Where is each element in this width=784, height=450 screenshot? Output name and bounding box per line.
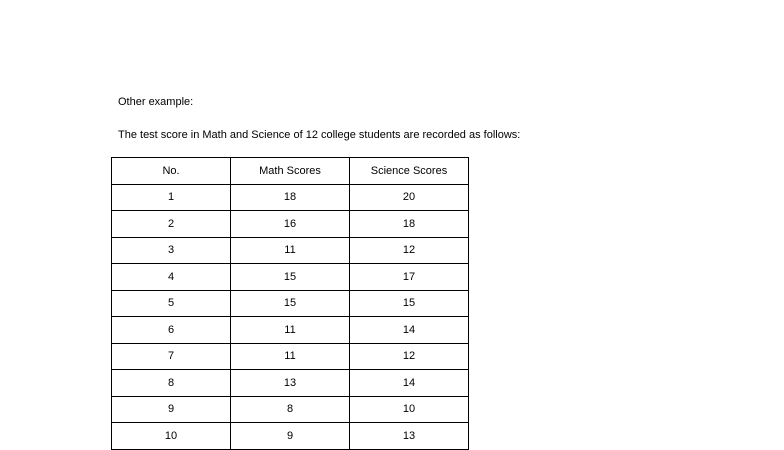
description-text: The test score in Math and Science of 12 college students are recorded as follows: [118,129,521,141]
cell-math-score: 16 [231,211,350,238]
cell-no: 8 [112,370,231,397]
intro-text: Other example: [118,96,194,108]
table-row [112,184,469,211]
cell-science-score: 12 [350,343,469,370]
cell-no: 10 [112,423,231,450]
cell-no: 2 [112,211,231,238]
table-row [112,264,469,291]
cell-no: 6 [112,317,231,344]
cell-math-score: 18 [231,184,350,211]
table-row [112,317,469,344]
cell-no: 3 [112,237,231,264]
scores-table [111,157,469,450]
cell-math-score: 13 [231,370,350,397]
cell-no: 9 [112,396,231,423]
cell-science-score: 17 [350,264,469,291]
cell-no: 5 [112,290,231,317]
header-science-scores: Science Scores [350,158,469,185]
table-row [112,237,469,264]
table-row [112,370,469,397]
cell-math-score: 15 [231,264,350,291]
table-header-row [112,158,469,185]
table-row [112,343,469,370]
cell-math-score: 9 [231,423,350,450]
cell-math-score: 15 [231,290,350,317]
cell-no: 4 [112,264,231,291]
table-row [112,396,469,423]
cell-math-score: 11 [231,317,350,344]
cell-science-score: 20 [350,184,469,211]
cell-math-score: 11 [231,343,350,370]
cell-science-score: 14 [350,317,469,344]
table-row [112,423,469,450]
cell-no: 1 [112,184,231,211]
cell-math-score: 11 [231,237,350,264]
cell-science-score: 12 [350,237,469,264]
header-math-scores: Math Scores [231,158,350,185]
cell-science-score: 18 [350,211,469,238]
cell-science-score: 15 [350,290,469,317]
cell-math-score: 8 [231,396,350,423]
table-row [112,290,469,317]
header-no: No. [112,158,231,185]
cell-science-score: 13 [350,423,469,450]
cell-science-score: 10 [350,396,469,423]
cell-science-score: 14 [350,370,469,397]
table-row [112,211,469,238]
cell-no: 7 [112,343,231,370]
